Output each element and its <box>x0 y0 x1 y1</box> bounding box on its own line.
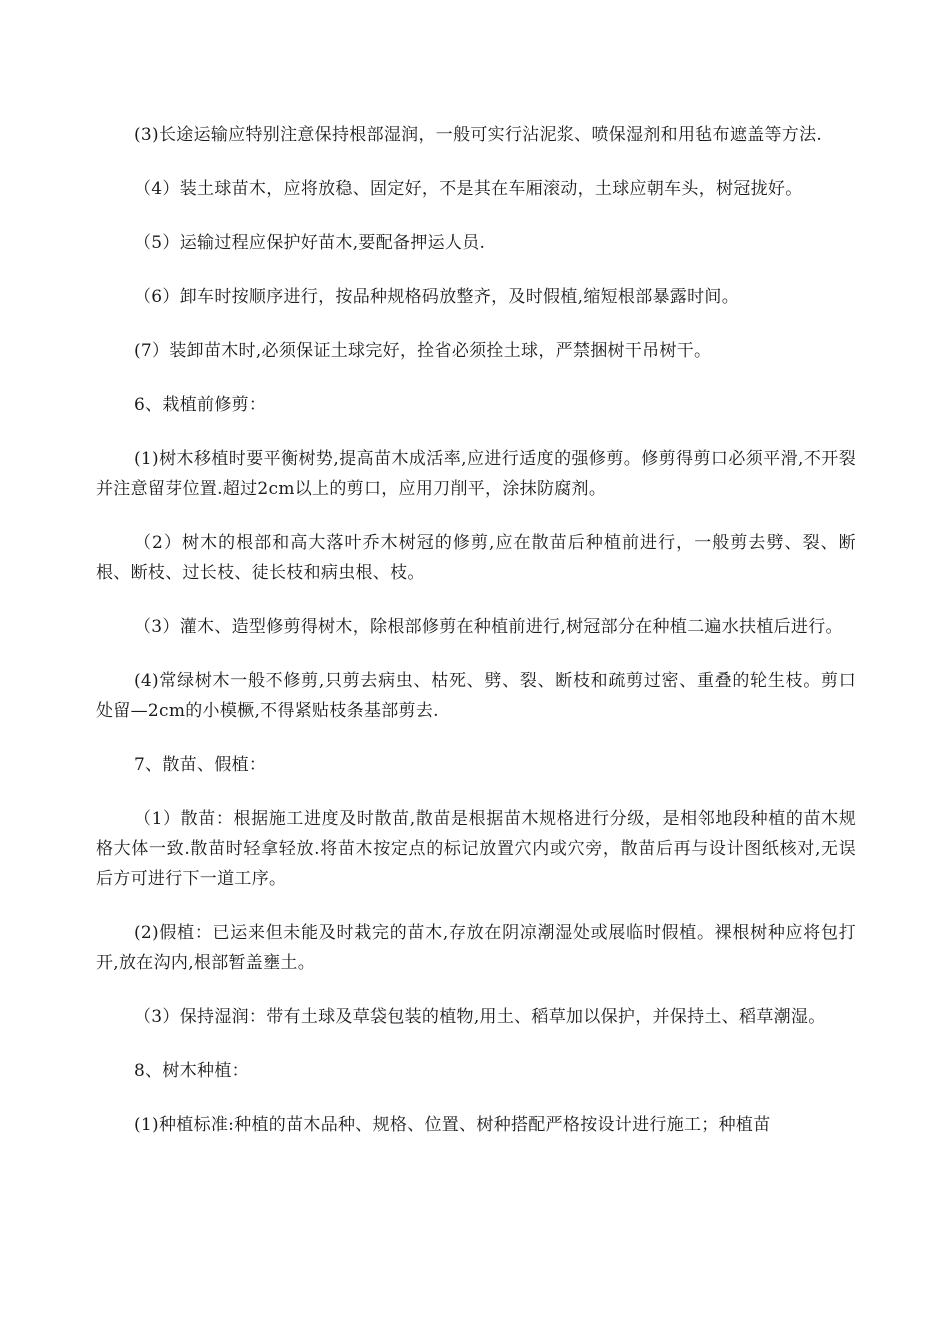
paragraph-transport-7: (7）装卸苗木时,必须保证土球完好，拴省必须拴土球，严禁捆树干吊树干。 <box>134 341 712 361</box>
paragraph-pruning-4: (4)常绿树木一般不修剪,只剪去病虫、枯死、劈、裂、断枝和疏剪过密、重叠的轮生枝。剪口处留—2cm的小模橛,不得紧贴枝条基部剪去. <box>96 671 856 721</box>
paragraph-pruning-1: (1)树木移植时要平衡树势,提高苗木成活率,应进行适度的强修剪。修剪得剪口必须平滑,不开裂并注意留芽位置.超过2cm以上的剪口，应用刀削平，涂抹防腐剂。 <box>96 449 856 499</box>
section-heading-planting: 8、树木种植： <box>134 1061 249 1081</box>
section-heading-distribution: 7、散苗、假植： <box>134 755 267 775</box>
paragraph-distribution-2: (2)假植：已运来但未能及时栽完的苗木,存放在阴凉潮湿处或展临时假植。裸根树种应将包打开,放在沟内,根部暂盖壅土。 <box>96 923 856 973</box>
paragraph-pruning-2: （2）树木的根部和高大落叶乔木树冠的修剪,应在散苗后种植前进行，一般剪去劈、裂、断根、断枝、过长枝、徒长枝和病虫根、枝。 <box>96 533 856 583</box>
section-heading-pruning: 6、栽植前修剪： <box>134 395 267 415</box>
paragraph-pruning-3: （3）灌木、造型修剪得树木，除根部修剪在种植前进行,树冠部分在种植二遍水扶植后进行。 <box>134 617 843 637</box>
paragraph-planting-1: (1)种植标准:种植的苗木品种、规格、位置、树种搭配严格按设计进行施工；种植苗 <box>134 1115 771 1135</box>
paragraph-transport-4: （4）装土球苗木，应将放稳、固定好，不是其在车厢滚动，土球应朝车头，树冠拢好。 <box>134 179 803 199</box>
paragraph-transport-6: （6）卸车时按顺序进行，按品种规格码放整齐，及时假植,缩短根部暴露时间。 <box>134 287 740 307</box>
paragraph-distribution-3: （3）保持湿润：带有土球及草袋包装的植物,用土、稻草加以保护，并保持土、稻草潮湿。 <box>134 1007 826 1027</box>
document-body <box>96 120 856 1164</box>
paragraph-transport-3: (3)长途运输应特别注意保持根部湿润，一般可实行沾泥浆、喷保湿剂和用毡布遮盖等方法. <box>134 125 823 145</box>
paragraph-transport-5: （5）运输过程应保护好苗木,要配备押运人员. <box>134 233 486 253</box>
paragraph-distribution-1: （1）散苗：根据施工进度及时散苗,散苗是根据苗木规格进行分级，是相邻地段种植的苗木规格大体一致.散苗时轻拿轻放.将苗木按定点的标记放置穴内或穴旁，散苗后再与设计图纸核对,无误后方可进行下一道工序。 <box>96 809 856 889</box>
